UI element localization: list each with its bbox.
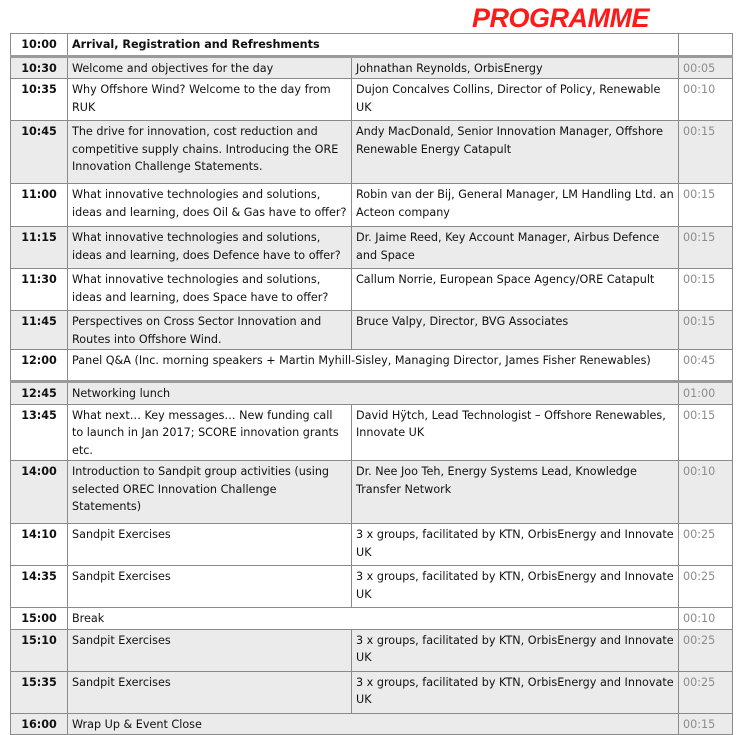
- row-title: What innovative technologies and solutions, ideas and learning, does Space have to offer?: [68, 269, 352, 311]
- row-duration: 00:25: [679, 524, 733, 566]
- programme-row: [11, 671, 733, 713]
- row-duration: 01:00: [679, 382, 733, 405]
- row-time: 14:10: [11, 524, 68, 566]
- row-duration: 00:25: [679, 566, 733, 608]
- row-speaker: Dr. Nee Joo Teh, Energy Systems Lead, Knowledge Transfer Network: [352, 461, 679, 524]
- programme-row: [11, 350, 733, 382]
- row-title: What next… Key messages… New funding call to launch in Jan 2017; SCORE innovation grants etc.: [68, 404, 352, 461]
- row-time: 14:35: [11, 566, 68, 608]
- row-title: Sandpit Exercises: [68, 566, 352, 608]
- programme-row: [11, 629, 733, 671]
- row-title: What innovative technologies and solutions, ideas and learning, does Defence have to offer?: [68, 227, 352, 269]
- row-title: The drive for innovation, cost reduction and competitive supply chains. Introducing the ORE Innovation Challenge Statements.: [68, 121, 352, 184]
- row-duration: 00:15: [679, 227, 733, 269]
- row-duration: 00:25: [679, 671, 733, 713]
- row-speaker: Callum Norrie, European Space Agency/ORE Catapult: [352, 269, 679, 311]
- row-duration: 00:15: [679, 184, 733, 227]
- row-time: 11:15: [11, 227, 68, 269]
- programme-row: [11, 34, 733, 57]
- programme-row: [11, 713, 733, 735]
- row-title: Why Offshore Wind? Welcome to the day from RUK: [68, 79, 352, 121]
- row-duration: 00:10: [679, 79, 733, 121]
- row-duration: 00:10: [679, 608, 733, 630]
- row-time: 12:00: [11, 350, 68, 382]
- row-duration: [679, 34, 733, 57]
- row-title: Introduction to Sandpit group activities (using selected OREC Innovation Challenge Statements): [68, 461, 352, 524]
- row-duration: 00:25: [679, 629, 733, 671]
- row-time: 13:45: [11, 404, 68, 461]
- row-speaker: 3 x groups, facilitated by KTN, OrbisEnergy and Innovate UK: [352, 566, 679, 608]
- row-time: 10:45: [11, 121, 68, 184]
- programme-row: [11, 524, 733, 566]
- programme-row: [11, 56, 733, 79]
- row-time: 12:45: [11, 382, 68, 405]
- row-speaker: Bruce Valpy, Director, BVG Associates: [352, 311, 679, 350]
- row-speaker: 3 x groups, facilitated by KTN, OrbisEnergy and Innovate UK: [352, 671, 679, 713]
- row-time: 15:00: [11, 608, 68, 630]
- programme-row: [11, 79, 733, 121]
- row-time: 15:10: [11, 629, 68, 671]
- programme-row: [11, 121, 733, 184]
- row-duration: 00:15: [679, 311, 733, 350]
- row-duration: 00:10: [679, 461, 733, 524]
- programme-row: [11, 269, 733, 311]
- row-title: Welcome and objectives for the day: [68, 56, 352, 79]
- row-speaker: Andy MacDonald, Senior Innovation Manager, Offshore Renewable Energy Catapult: [352, 121, 679, 184]
- row-title: Break: [68, 608, 679, 630]
- row-time: 11:45: [11, 311, 68, 350]
- row-title: Sandpit Exercises: [68, 524, 352, 566]
- row-speaker: Johnathan Reynolds, OrbisEnergy: [352, 56, 679, 79]
- row-time: 15:35: [11, 671, 68, 713]
- row-speaker: 3 x groups, facilitated by KTN, OrbisEnergy and Innovate UK: [352, 629, 679, 671]
- row-speaker: Dujon Concalves Collins, Director of Policy, Renewable UK: [352, 79, 679, 121]
- row-speaker: David Hÿtch, Lead Technologist – Offshore Renewables, Innovate UK: [352, 404, 679, 461]
- row-duration: 00:45: [679, 350, 733, 382]
- row-title: Wrap Up & Event Close: [68, 713, 679, 735]
- programme-title: PROGRAMME: [472, 3, 649, 33]
- row-title: Arrival, Registration and Refreshments: [68, 34, 679, 57]
- row-title: What innovative technologies and solutions, ideas and learning, does Oil & Gas have to offer?: [68, 184, 352, 227]
- row-duration: 00:15: [679, 713, 733, 735]
- row-time: 10:35: [11, 79, 68, 121]
- row-title: Sandpit Exercises: [68, 629, 352, 671]
- programme-row: [11, 184, 733, 227]
- row-time: 10:00: [11, 34, 68, 57]
- row-duration: 00:15: [679, 404, 733, 461]
- programme-row: [11, 461, 733, 524]
- row-speaker: Dr. Jaime Reed, Key Account Manager, Airbus Defence and Space: [352, 227, 679, 269]
- row-time: 10:30: [11, 56, 68, 79]
- row-title: Sandpit Exercises: [68, 671, 352, 713]
- programme-row: [11, 566, 733, 608]
- row-title: Panel Q&A (Inc. morning speakers + Martin Myhill-Sisley, Managing Director, James Fisher Renewables): [68, 350, 679, 382]
- programme-row: [11, 608, 733, 630]
- programme-row: [11, 382, 733, 405]
- row-duration: 00:15: [679, 121, 733, 184]
- programme-table: [10, 33, 733, 735]
- row-title: Perspectives on Cross Sector Innovation and Routes into Offshore Wind.: [68, 311, 352, 350]
- row-speaker: Robin van der Bij, General Manager, LM Handling Ltd. an Acteon company: [352, 184, 679, 227]
- row-time: 11:30: [11, 269, 68, 311]
- row-title: Networking lunch: [68, 382, 679, 405]
- row-time: 14:00: [11, 461, 68, 524]
- programme-row: [11, 227, 733, 269]
- row-duration: 00:05: [679, 56, 733, 79]
- programme-row: [11, 311, 733, 350]
- row-time: 16:00: [11, 713, 68, 735]
- row-speaker: 3 x groups, facilitated by KTN, OrbisEnergy and Innovate UK: [352, 524, 679, 566]
- row-time: 11:00: [11, 184, 68, 227]
- row-duration: 00:15: [679, 269, 733, 311]
- programme-row: [11, 404, 733, 461]
